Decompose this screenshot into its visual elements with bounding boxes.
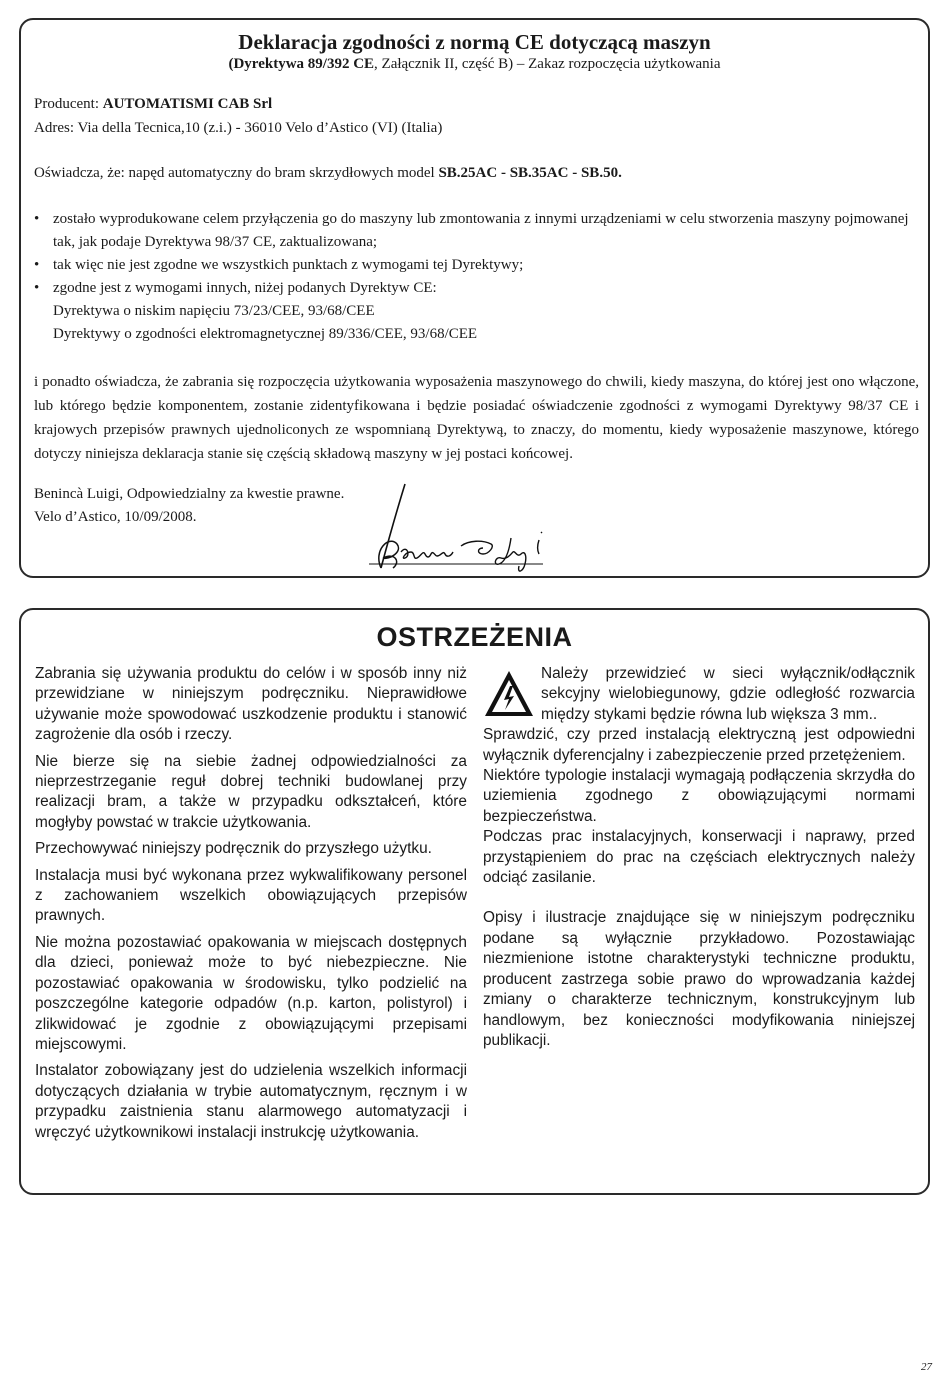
declares-prefix: Oświadcza, że: napęd automatyczny do bram skrzydłowych model	[34, 165, 439, 181]
list-subitem: Dyrektywy o zgodności elektromagnetycznej 89/336/CEE, 93/68/CEE	[53, 326, 478, 342]
list-item: • zgodne jest z wymogami innych, niżej podanych Dyrektyw CE:	[34, 277, 919, 300]
bullet-mark: •	[34, 211, 40, 227]
signer-line: Benincà Luigi, Odpowiedzialny za kwestie prawne.	[34, 486, 345, 502]
signature-image	[343, 480, 583, 572]
warnings-right-column	[483, 664, 915, 1051]
electric-hazard-icon	[483, 668, 535, 720]
declaration-box	[19, 18, 930, 578]
page-number: 27	[921, 1361, 932, 1373]
place-date-line: Velo d’Astico, 10/09/2008.	[34, 509, 197, 525]
warning-paragraph: Zabrania się używania produktu do celów i w sposób inny niż przewidziane w niniejszym podręczniku. Nieprawidłowe używanie może spowodować uszkodzenie produktu i stanowić zagrożenie dla osób i rzeczy.	[35, 665, 467, 744]
warnings-left-column	[35, 664, 467, 1149]
warning-paragraph: Instalacja musi być wykonana przez wykwalifikowany personel z zachowaniem wszelkich obowiązujących przepisów prawnych.	[35, 866, 467, 925]
warnings-box	[19, 608, 930, 1195]
list-item: • zostało wyprodukowane celem przyłączenia go do maszyny lub zmontowania z innymi urządzeniami w celu stworzenia maszyny pojmowanej tak, jak podaje Dyrektywa 98/37 CE, zaktualizowana;	[34, 208, 919, 254]
declares-line	[34, 165, 622, 182]
declares-models: SB.25AC - SB.35AC - SB.50.	[438, 165, 622, 181]
spacer	[483, 888, 915, 908]
warnings-title: OSTRZEŻENIA	[376, 622, 573, 652]
warning-paragraph: Podczas prac instalacyjnych, konserwacji i naprawy, przed przystąpieniem do prac na częściach elektrycznych należy odciąć zasilanie.	[483, 828, 915, 887]
warning-paragraph: Nie można pozostawiać opakowania w miejscach dostępnych dla dzieci, ponieważ może to być niebezpieczne. Nie pozostawiać opakowania w środowisku, tylko podzielić na poszczególne kategorie odpadów (n.p. karton, polistyrol) i zlikwidować je zgodnie z obowiązującymi przepisami miejscowymi.	[35, 933, 467, 1053]
producer-label: Producent:	[34, 96, 103, 112]
subtitle-rest: , Załącznik II, część B) – Zakaz rozpoczęcia użytkowania	[374, 56, 721, 72]
disclaimer-paragraph: Opisy i ilustracje znajdujące się w niniejszym podręczniku podane są wyłącznie przykładowo. Pozostawiając niezmienione istotne charakterystyki techniczne produktu, producent zastrzega sobie prawo do wprowadzania każdej zmiany o charakterze technicznym, konstrukcyjnym lub handlowym, bez konieczności modyfikowania niniejszej publikacji.	[483, 909, 915, 1049]
warning-paragraph: Nie bierze się na siebie żadnej odpowiedzialności za nieprzestrzeganie reguł dobrej techniki budowlanej przy realizacji bram, a także w przypadku odkształceń, które mogłyby powstać w trakcie użytkowania.	[35, 752, 467, 831]
list-subitem: Dyrektywa o niskim napięciu 73/23/CEE, 93/68/CEE	[53, 303, 375, 319]
list-item: • tak więc nie jest zgodne we wszystkich punktach z wymogami tej Dyrektywy;	[34, 254, 919, 277]
warning-paragraph: Należy przewidzieć w sieci wyłącznik/odłącznik sekcyjny wielobiegunowy, gdzie odległość rozwarcia między stykami będzie równa lub większa 3 mm..	[541, 665, 915, 723]
warning-paragraph: Przechowywać niniejszy podręcznik do przyszłego użytku.	[35, 840, 432, 858]
address-line: Adres: Via della Tecnica,10 (z.i.) - 36010 Velo d’Astico (VI) (Italia)	[34, 120, 443, 136]
warning-paragraph: Instalator zobowiązany jest do udzielenia wszelkich informacji dotyczących działania w trybie automatycznym, ręcznym i w przypadku zaistnienia stanu alarmowego automatyzacji i wręczyć użytkownikowi instalacji instrukcję użytkowania.	[35, 1062, 467, 1141]
declaration-subtitle	[21, 56, 928, 73]
declaration-title: Deklaracja zgodności z normą CE dotyczącą maszyn	[238, 30, 711, 54]
warning-paragraph: Sprawdzić, czy przed instalacją elektryczną jest odpowiedni wyłącznik dyferencjalny i zabezpieczenie przed przetężeniem.	[483, 726, 915, 764]
declaration-bullet-list	[34, 208, 919, 346]
producer-name: AUTOMATISMI CAB Srl	[102, 96, 273, 112]
producer-line	[34, 96, 272, 113]
subtitle-bold: (Dyrektywa 89/392 CE	[228, 56, 375, 72]
bullet-mark: •	[34, 280, 40, 296]
declaration-paragraph: i ponadto oświadcza, że zabrania się rozpoczęcia użytkowania wyposażenia maszynowego do chwili, kiedy maszyna, do której jest ono włączone, lub którego będzie komponentem, zostanie zidentyfikowana i będzie posiadać oświadczenie zgodności z wymogami Dyrektywy 98/37 CE i krajowych przepisów prawnych ujednoliconych ze wspomnianą Dyrektywą, to znaczy, do momentu, kiedy wyposażenie maszynowe, którego dotyczy niniejsza deklaracja stanie się częścią składową maszyny w jej postaci końcowej.	[34, 374, 919, 462]
bullet-mark: •	[34, 257, 40, 273]
warning-paragraph: Niektóre typologie instalacji wymagają podłączenia skrzydła do uziemienia zgodnego z obowiązującymi normami bezpieczeństwa.	[483, 767, 915, 825]
